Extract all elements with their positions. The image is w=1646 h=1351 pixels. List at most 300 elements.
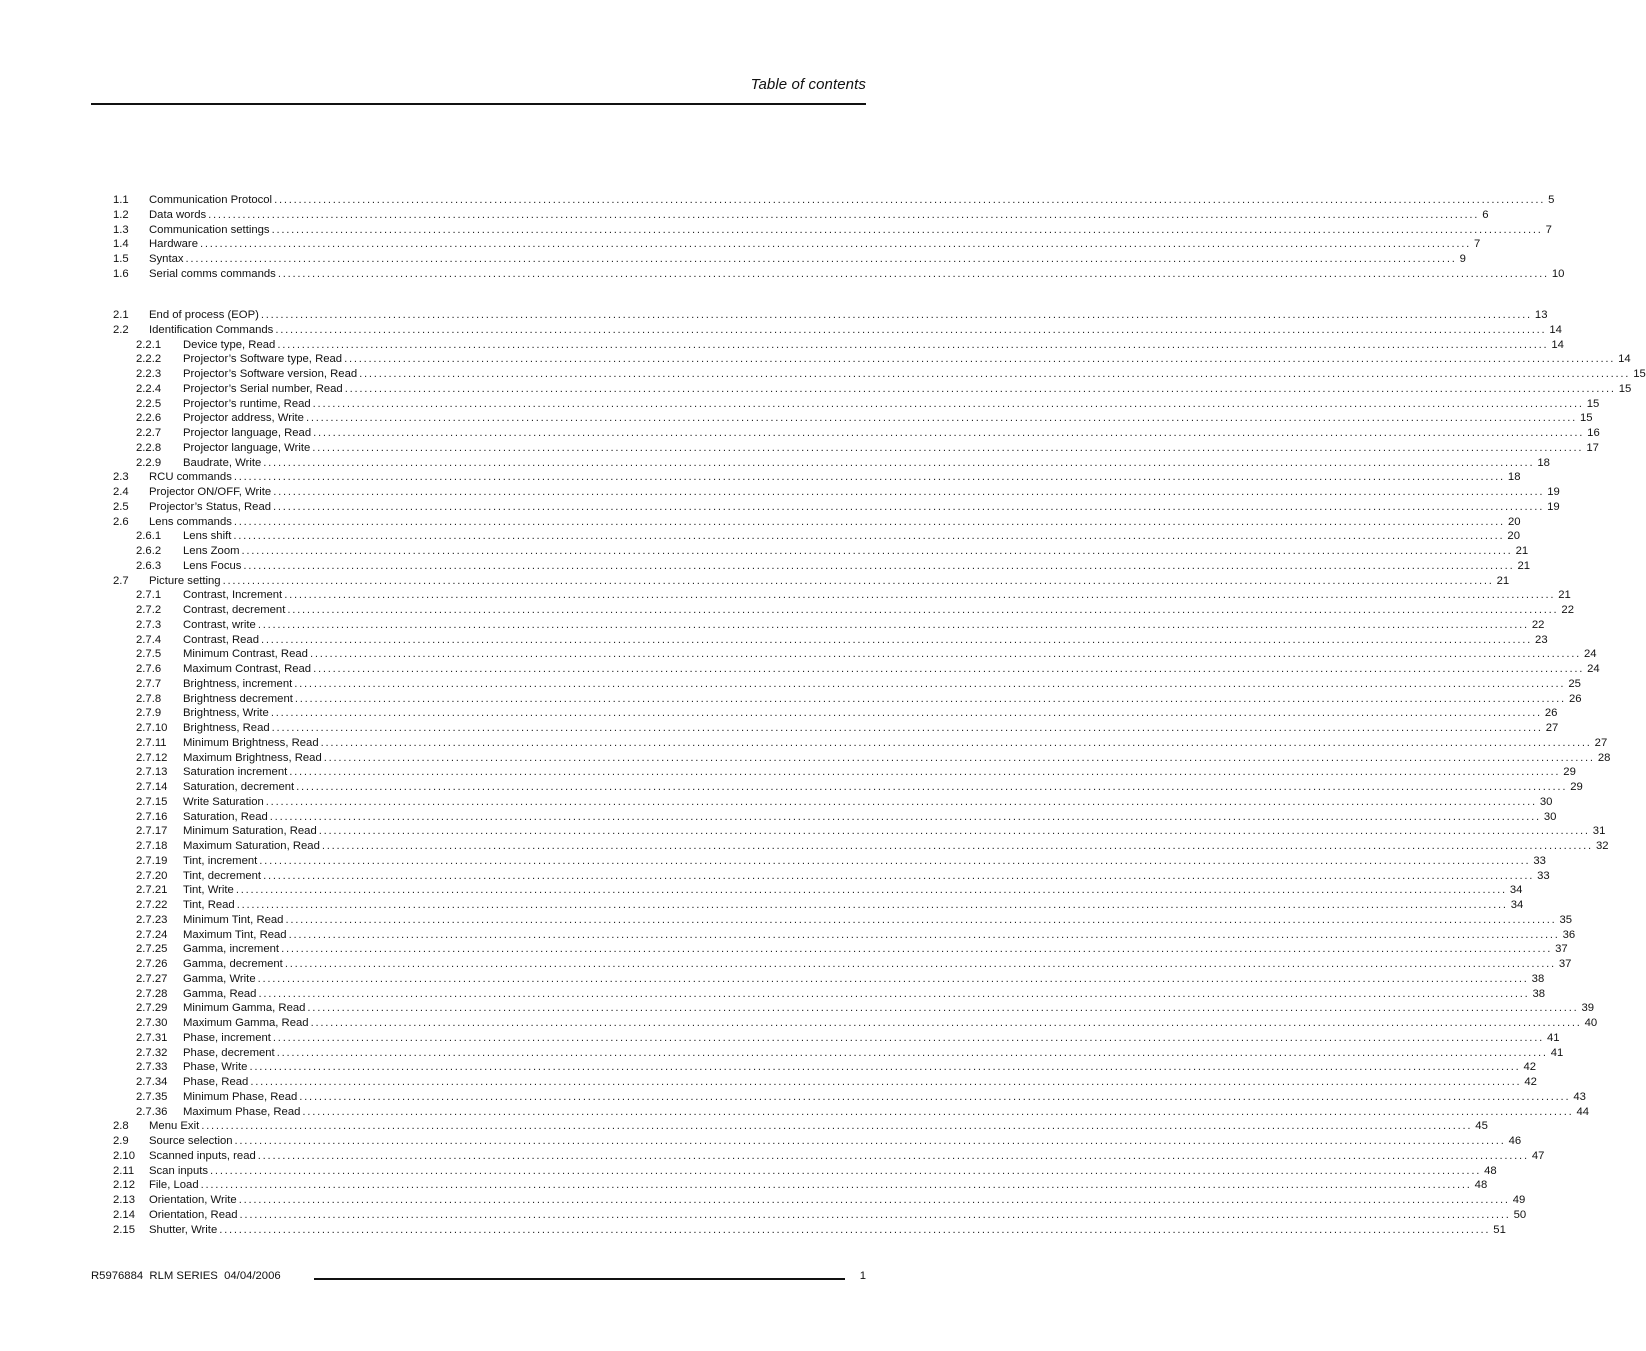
toc-entry-number: 2.7.9: [136, 707, 162, 720]
toc-entry-number: 2.7.8: [136, 692, 162, 705]
toc-entry-title: Minimum Saturation, Read: [183, 825, 317, 838]
toc-entry-page: 24: [1583, 648, 1597, 661]
page-footer: [91, 1268, 866, 1284]
toc-entry[interactable]: [113, 515, 1521, 530]
toc-entry-title: Brightness, Write: [183, 707, 269, 720]
toc-entry-title: Baudrate, Write: [183, 456, 262, 469]
toc-entry-page: 27: [1594, 736, 1608, 749]
toc-entry-page: 23: [1535, 633, 1548, 646]
toc-dot-leader: ....................................................................................................................................................................................................................................................................: [274, 194, 1546, 206]
toc-entry-page: 29: [1570, 781, 1583, 793]
toc-dot-leader: ....................................................................................................................................................................................................................................................................: [302, 1105, 1574, 1118]
toc-entry-title: Lens Zoom: [183, 545, 240, 557]
toc-entry[interactable]: [113, 1208, 1527, 1223]
toc-entry[interactable]: [113, 193, 1555, 208]
toc-entry-title: Brightness, increment: [183, 677, 293, 690]
toc-entry[interactable]: [113, 662, 1600, 677]
toc-entry-number: 1.4: [113, 238, 129, 251]
toc-entry-page: 30: [1543, 810, 1557, 823]
toc-entry-page: 20: [1507, 515, 1521, 528]
toc-entry-page: 15: [1618, 382, 1632, 395]
toc-entry-page: 35: [1559, 913, 1573, 926]
toc-entry[interactable]: [113, 677, 1581, 692]
toc-entry[interactable]: [113, 1164, 1497, 1179]
toc-dot-leader: ....................................................................................................................................................................................................................................................................: [272, 1031, 1544, 1044]
toc-entry-number: 2.8: [113, 1120, 129, 1133]
toc-dot-leader: ....................................................................................................................................................................................................................................................................: [275, 323, 1547, 336]
toc-entry-page: 42: [1524, 1076, 1537, 1088]
toc-entry[interactable]: [113, 972, 1545, 987]
toc-entry[interactable]: [113, 1046, 1564, 1061]
toc-entry-number: 2.10: [113, 1149, 135, 1162]
toc-entry-page: 22: [1531, 618, 1545, 631]
toc-entry-page: 40: [1584, 1017, 1598, 1029]
toc-entry[interactable]: [113, 603, 1574, 618]
toc-entry-number: 2.7.22: [136, 899, 168, 911]
toc-entry[interactable]: [113, 1178, 1488, 1193]
toc-entry[interactable]: [113, 367, 1646, 382]
toc-entry-title: Phase, decrement: [183, 1046, 275, 1059]
toc-entry[interactable]: [113, 323, 1562, 338]
toc-entry-title: Data words: [149, 208, 207, 221]
toc-entry[interactable]: [113, 706, 1558, 721]
toc-entry-title: Brightness, Read: [183, 722, 270, 734]
toc-entry-number: 2.2.5: [136, 397, 162, 410]
toc-entry-number: 2.7.32: [136, 1046, 168, 1059]
toc-entry[interactable]: [113, 1031, 1560, 1046]
toc-entry-page: 21: [1517, 559, 1531, 572]
toc-entry-page: 48: [1484, 1164, 1497, 1177]
toc-dot-leader: ....................................................................................................................................................................................................................................................................: [270, 707, 1542, 720]
toc-entry-page: 19: [1547, 500, 1560, 513]
toc-entry-number: 2.7.30: [136, 1017, 168, 1029]
toc-entry-number: 2.2.1: [136, 338, 162, 351]
toc-dot-leader: ....................................................................................................................................................................................................................................................................: [236, 899, 1508, 911]
toc-dot-leader: ....................................................................................................................................................................................................................................................................: [299, 1090, 1571, 1103]
toc-entry-number: 2.7.1: [136, 589, 162, 602]
toc-dot-leader: ....................................................................................................................................................................................................................................................................: [239, 1208, 1511, 1221]
toc-entry[interactable]: [113, 485, 1560, 500]
toc-entry[interactable]: [113, 751, 1611, 766]
toc-entry[interactable]: [113, 736, 1608, 751]
toc-entry-title: Saturation, decrement: [183, 781, 295, 793]
toc-dot-leader: ....................................................................................................................................................................................................................................................................: [258, 987, 1530, 1000]
toc-dot-leader: ....................................................................................................................................................................................................................................................................: [200, 1179, 1472, 1192]
toc-entry-number: 2.13: [113, 1194, 135, 1206]
toc-entry-number: 2.2.3: [136, 368, 162, 380]
toc-entry[interactable]: [113, 928, 1576, 943]
toc-dot-leader: ....................................................................................................................................................................................................................................................................: [241, 545, 1513, 557]
toc-entry-number: 2.7.12: [136, 751, 168, 764]
toc-entry[interactable]: [113, 1105, 1590, 1120]
toc-entry-page: 32: [1595, 840, 1609, 852]
toc-entry[interactable]: [113, 456, 1550, 471]
toc-entry-page: 51: [1493, 1223, 1506, 1236]
toc-entry-number: 2.7.17: [136, 825, 168, 838]
toc-entry-page: 25: [1568, 677, 1581, 690]
toc-entry-title: Gamma, decrement: [183, 958, 283, 970]
toc-entry-page: 48: [1474, 1179, 1488, 1192]
toc-dot-leader: ....................................................................................................................................................................................................................................................................: [305, 412, 1578, 425]
toc-entry-page: 18: [1507, 471, 1521, 484]
toc-entry[interactable]: [113, 500, 1560, 515]
toc-entry[interactable]: [113, 267, 1565, 282]
toc-entry-page: 14: [1618, 353, 1631, 366]
toc-entry-number: 2.6.1: [136, 530, 162, 543]
toc-entry-page: 29: [1563, 766, 1576, 779]
toc-dot-leader: ....................................................................................................................................................................................................................................................................: [277, 338, 1549, 351]
toc-entry-number: 2.7.16: [136, 810, 168, 823]
toc-entry-title: Communication settings: [149, 223, 270, 236]
toc-entry-page: 30: [1539, 795, 1553, 808]
toc-entry[interactable]: [113, 721, 1559, 736]
toc-entry-title: Gamma, Read: [183, 987, 257, 1000]
toc-entry-number: 2.7.15: [136, 795, 168, 808]
toc-entry-page: 15: [1580, 412, 1593, 425]
toc-entry-number: 2.7.35: [136, 1090, 168, 1103]
toc-dot-leader: ....................................................................................................................................................................................................................................................................: [344, 382, 1616, 395]
toc-dot-leader: ....................................................................................................................................................................................................................................................................: [320, 736, 1592, 749]
toc-entry-page: 41: [1546, 1031, 1560, 1044]
toc-entry[interactable]: [113, 1075, 1537, 1090]
toc-entry-page: 14: [1551, 338, 1564, 351]
toc-entry-number: 1.2: [113, 208, 129, 221]
toc-entry-title: Lens commands: [149, 515, 232, 528]
toc-entry-title: Projector ON/OFF, Write: [149, 486, 272, 498]
toc-dot-leader: ....................................................................................................................................................................................................................................................................: [235, 884, 1507, 897]
toc-entry-number: 2.2.7: [136, 427, 162, 439]
toc-entry[interactable]: [113, 529, 1520, 544]
toc-entry-title: Hardware: [149, 238, 198, 251]
toc-entry-page: 26: [1544, 707, 1558, 720]
toc-dot-leader: ....................................................................................................................................................................................................................................................................: [234, 1135, 1506, 1147]
toc-dot-leader: ....................................................................................................................................................................................................................................................................: [269, 810, 1541, 823]
toc-entry-number: 2.15: [113, 1223, 135, 1236]
toc-entry-title: Gamma, increment: [183, 943, 280, 956]
toc-entry-page: 47: [1531, 1149, 1545, 1162]
toc-entry-number: 2.2.6: [136, 412, 162, 425]
toc-entry-page: 41: [1550, 1046, 1564, 1059]
toc-dot-leader: ....................................................................................................................................................................................................................................................................: [344, 353, 1616, 366]
toc-entry-title: Contrast, write: [183, 618, 256, 631]
toc-dot-leader: ....................................................................................................................................................................................................................................................................: [288, 928, 1560, 941]
toc-entry-number: 2.7.11: [136, 736, 167, 749]
toc-dot-leader: ....................................................................................................................................................................................................................................................................: [243, 559, 1515, 572]
toc-entry-page: 34: [1510, 899, 1524, 911]
toc-entry[interactable]: [113, 1223, 1506, 1238]
toc-entry-title: Contrast, Read: [183, 633, 259, 646]
toc-entry[interactable]: [113, 441, 1599, 456]
toc-entry-title: Maximum Saturation, Read: [183, 840, 320, 852]
toc-dot-leader: ....................................................................................................................................................................................................................................................................: [199, 238, 1472, 251]
toc-entry-title: Tint, Write: [183, 884, 234, 897]
toc-entry-title: Serial comms commands: [149, 267, 276, 280]
toc-entry[interactable]: [113, 1060, 1537, 1075]
toc-entry-page: 37: [1558, 958, 1572, 970]
toc-entry[interactable]: [113, 1016, 1598, 1031]
toc-dot-leader: ....................................................................................................................................................................................................................................................................: [285, 913, 1557, 926]
toc-entry-title: Communication Protocol: [149, 194, 273, 206]
toc-entry[interactable]: [113, 765, 1576, 780]
toc-entry-number: 2.2.4: [136, 382, 162, 395]
toc-entry-title: Minimum Tint, Read: [183, 913, 284, 926]
toc-dot-leader: ....................................................................................................................................................................................................................................................................: [233, 515, 1505, 528]
toc-entry[interactable]: [113, 470, 1521, 485]
toc-dot-leader: ....................................................................................................................................................................................................................................................................: [273, 500, 1545, 513]
toc-dot-leader: ....................................................................................................................................................................................................................................................................: [313, 663, 1585, 675]
toc-entry-page: 38: [1532, 987, 1546, 1000]
toc-entry-number: 2.7.6: [136, 663, 162, 675]
toc-entry[interactable]: [113, 338, 1564, 353]
toc-entry[interactable]: [113, 544, 1529, 559]
toc-entry-number: 2.2.9: [136, 456, 162, 469]
toc-entry-title: Maximum Phase, Read: [183, 1105, 301, 1118]
toc-dot-leader: ....................................................................................................................................................................................................................................................................: [257, 618, 1529, 631]
toc-entry[interactable]: [113, 308, 1548, 323]
toc-entry-title: Identification Commands: [149, 323, 274, 336]
toc-entry[interactable]: [113, 810, 1557, 825]
toc-entry-page: 27: [1545, 722, 1559, 734]
toc-entry[interactable]: [113, 898, 1524, 913]
toc-entry-number: 2.7.21: [136, 884, 168, 897]
toc-entry-page: 26: [1568, 692, 1582, 705]
toc-entry-title: Syntax: [149, 253, 184, 265]
toc-entry[interactable]: [113, 869, 1550, 884]
toc-entry-number: 2.5: [113, 500, 129, 513]
toc-entry-number: 2.7.36: [136, 1105, 168, 1118]
toc-dot-leader: ....................................................................................................................................................................................................................................................................: [271, 223, 1543, 236]
toc-entry-number: 2.14: [113, 1208, 135, 1221]
toc-entry-number: 1.5: [113, 253, 129, 265]
toc-entry-number: 2.7.7: [136, 677, 162, 690]
toc-entry[interactable]: [113, 913, 1573, 928]
toc-entry[interactable]: [113, 559, 1531, 574]
toc-entry-title: Source selection: [149, 1135, 233, 1147]
toc-entry-number: 2.12: [113, 1179, 135, 1192]
toc-dot-leader: ....................................................................................................................................................................................................................................................................: [296, 781, 1568, 793]
toc-dot-leader: ....................................................................................................................................................................................................................................................................: [312, 397, 1584, 410]
toc-entry-title: Device type, Read: [183, 338, 276, 351]
toc-entry-title: Tint, increment: [183, 854, 258, 867]
toc-dot-leader: ....................................................................................................................................................................................................................................................................: [276, 1046, 1548, 1059]
toc-entry-title: Phase, increment: [183, 1031, 271, 1044]
toc-entry-number: 2.9: [113, 1135, 129, 1147]
toc-entry[interactable]: [113, 839, 1609, 854]
toc-dot-leader: ....................................................................................................................................................................................................................................................................: [312, 441, 1584, 454]
toc-entry[interactable]: [113, 647, 1597, 662]
toc-entry-page: 37: [1555, 943, 1568, 956]
toc-entry-page: 21: [1515, 545, 1529, 557]
toc-entry[interactable]: [113, 854, 1546, 869]
toc-entry[interactable]: [113, 1134, 1522, 1149]
toc-entry[interactable]: [113, 352, 1631, 367]
toc-dot-leader: ....................................................................................................................................................................................................................................................................: [208, 208, 1480, 221]
toc-entry-number: 2.6.2: [136, 545, 162, 557]
toc-dot-leader: ....................................................................................................................................................................................................................................................................: [201, 1120, 1473, 1133]
toc-entry-number: 2.7.13: [136, 766, 168, 779]
toc-entry-page: 21: [1558, 589, 1571, 602]
toc-entry-number: 2.3: [113, 471, 129, 484]
document-info: R5976884 RLM SERIES 04/04/2006: [91, 1270, 281, 1282]
toc-entry-title: Contrast, Increment: [183, 589, 283, 602]
toc-dot-leader: ....................................................................................................................................................................................................................................................................: [257, 972, 1529, 985]
toc-entry-title: Minimum Gamma, Read: [183, 1002, 306, 1015]
toc-dot-leader: ....................................................................................................................................................................................................................................................................: [284, 589, 1556, 602]
toc-entry-number: 2.7.20: [136, 869, 168, 882]
toc-entry[interactable]: [113, 618, 1545, 633]
toc-entry-number: 2.7.19: [136, 854, 168, 867]
toc-dot-leader: ....................................................................................................................................................................................................................................................................: [287, 604, 1559, 616]
toc-section: [113, 308, 1646, 1237]
toc-entry-number: 2.7.29: [136, 1002, 168, 1015]
toc-entry-page: 39: [1581, 1002, 1595, 1015]
toc-entry[interactable]: [113, 1119, 1488, 1134]
toc-entry[interactable]: [113, 397, 1600, 412]
toc-dot-leader: ....................................................................................................................................................................................................................................................................: [260, 309, 1532, 321]
toc-entry[interactable]: [113, 252, 1466, 267]
toc-dot-leader: ....................................................................................................................................................................................................................................................................: [263, 456, 1535, 469]
toc-entry-number: 2.2.2: [136, 353, 162, 366]
toc-entry-title: Projector language, Read: [183, 427, 312, 439]
toc-entry-title: Saturation increment: [183, 766, 288, 779]
toc-entry-title: Menu Exit: [149, 1120, 200, 1133]
toc-entry[interactable]: [113, 795, 1553, 810]
toc-entry-number: 2.7.34: [136, 1076, 168, 1088]
toc-dot-leader: ....................................................................................................................................................................................................................................................................: [310, 1017, 1582, 1029]
toc-entry-page: 31: [1592, 825, 1606, 838]
toc-entry[interactable]: [113, 957, 1572, 972]
toc-entry-page: 24: [1587, 663, 1600, 675]
toc-entry-title: Picture setting: [149, 574, 221, 587]
toc-dot-leader: ....................................................................................................................................................................................................................................................................: [318, 825, 1590, 838]
toc-entry-page: 18: [1537, 456, 1550, 469]
toc-entry[interactable]: [113, 1090, 1586, 1105]
toc-entry[interactable]: [113, 824, 1606, 839]
toc-entry-page: 9: [1459, 253, 1466, 265]
toc-dot-leader: ....................................................................................................................................................................................................................................................................: [210, 1164, 1482, 1177]
toc-entry-page: 50: [1513, 1208, 1527, 1221]
toc-dot-leader: ....................................................................................................................................................................................................................................................................: [313, 427, 1585, 439]
toc-entry-title: Projector’s Serial number, Read: [183, 382, 343, 395]
toc-entry[interactable]: [113, 692, 1582, 707]
toc-entry-number: 2.1: [113, 309, 129, 321]
toc-dot-leader: ....................................................................................................................................................................................................................................................................: [309, 648, 1581, 661]
toc-entry[interactable]: [113, 411, 1593, 426]
toc-entry-title: RCU commands: [149, 471, 232, 484]
toc-entry-title: Phase, Read: [183, 1076, 249, 1088]
footer-rule: [314, 1278, 845, 1280]
toc-entry[interactable]: [113, 208, 1489, 223]
toc-entry[interactable]: [113, 780, 1583, 795]
toc-dot-leader: ....................................................................................................................................................................................................................................................................: [281, 943, 1553, 956]
toc-entry[interactable]: [113, 1001, 1595, 1016]
toc-dot-leader: ....................................................................................................................................................................................................................................................................: [307, 1002, 1579, 1015]
toc-dot-leader: ....................................................................................................................................................................................................................................................................: [222, 574, 1494, 587]
toc-entry-page: 42: [1523, 1061, 1537, 1074]
toc-entry-title: Projector address, Write: [183, 412, 304, 425]
toc-entry-title: Tint, decrement: [183, 869, 262, 882]
toc-entry[interactable]: [113, 633, 1548, 648]
toc-entry[interactable]: [113, 426, 1600, 441]
toc-entry-page: 33: [1533, 854, 1546, 867]
toc-entry-title: Projector’s Software type, Read: [183, 353, 343, 366]
toc-section: [113, 193, 1565, 282]
toc-entry-page: 16: [1587, 427, 1600, 439]
toc-entry-number: 2.6.3: [136, 559, 162, 572]
toc-entry-number: 2.7: [113, 574, 129, 587]
toc-entry-title: Minimum Brightness, Read: [183, 736, 319, 749]
toc-entry-page: 49: [1512, 1194, 1526, 1206]
toc-entry-title: Contrast, decrement: [183, 604, 286, 616]
toc-entry-title: Saturation, Read: [183, 810, 268, 823]
toc-entry-title: Shutter, Write: [149, 1223, 218, 1236]
toc-entry-number: 2.2.8: [136, 441, 162, 454]
toc-dot-leader: ....................................................................................................................................................................................................................................................................: [257, 1149, 1529, 1162]
toc-entry-title: Maximum Tint, Read: [183, 928, 287, 941]
toc-entry-page: 6: [1482, 208, 1489, 221]
toc-entry-number: 2.7.4: [136, 633, 162, 646]
toc-entry[interactable]: [113, 883, 1523, 898]
toc-dot-leader: ....................................................................................................................................................................................................................................................................: [263, 869, 1535, 882]
toc-entry-title: Projector language, Write: [183, 441, 311, 454]
toc-entry-title: Projector’s Status, Read: [149, 500, 272, 513]
page-number: 1: [859, 1270, 866, 1282]
toc-entry[interactable]: [113, 574, 1510, 589]
toc-dot-leader: ....................................................................................................................................................................................................................................................................: [250, 1076, 1522, 1088]
toc-entry-page: 7: [1474, 238, 1481, 251]
toc-entry-number: 2.7.28: [136, 987, 168, 1000]
toc-entry[interactable]: [113, 588, 1571, 603]
toc-entry-title: Lens shift: [183, 530, 232, 543]
toc-entry[interactable]: [113, 1193, 1526, 1208]
toc-entry-number: 2.7.25: [136, 943, 168, 956]
toc-entry[interactable]: [113, 223, 1552, 238]
toc-entry[interactable]: [113, 987, 1546, 1002]
toc-entry-number: 2.7.2: [136, 604, 162, 616]
toc-entry-title: Phase, Write: [183, 1061, 248, 1074]
toc-entry-title: Minimum Contrast, Read: [183, 648, 308, 661]
toc-entry-page: 38: [1531, 972, 1545, 985]
toc-entry[interactable]: [113, 382, 1632, 397]
toc-entry-number: 1.6: [113, 267, 129, 280]
toc-entry-title: Maximum Brightness, Read: [183, 751, 322, 764]
toc-dot-leader: ....................................................................................................................................................................................................................................................................: [233, 530, 1505, 543]
toc-entry[interactable]: [113, 1149, 1545, 1164]
toc-dot-leader: ....................................................................................................................................................................................................................................................................: [294, 692, 1566, 705]
toc-entry-number: 2.7.27: [136, 972, 168, 985]
toc-entry[interactable]: [113, 942, 1568, 957]
toc-dot-leader: ....................................................................................................................................................................................................................................................................: [238, 1194, 1510, 1206]
toc-dot-leader: ....................................................................................................................................................................................................................................................................: [185, 253, 1457, 265]
toc-entry-number: 1.3: [113, 223, 129, 236]
toc-entry-title: Write Saturation: [183, 795, 264, 808]
toc-dot-leader: ....................................................................................................................................................................................................................................................................: [277, 267, 1549, 280]
toc-dot-leader: ....................................................................................................................................................................................................................................................................: [265, 795, 1537, 808]
toc-entry[interactable]: [113, 237, 1481, 252]
page-title: Table of contents: [750, 76, 866, 93]
toc-entry-number: 2.7.3: [136, 618, 162, 631]
toc-entry-page: 28: [1597, 751, 1611, 764]
toc-entry-title: Orientation, Write: [149, 1194, 237, 1206]
toc-entry-number: 2.7.10: [136, 722, 168, 734]
toc-entry-title: Minimum Phase, Read: [183, 1090, 298, 1103]
toc-dot-leader: ....................................................................................................................................................................................................................................................................: [294, 677, 1566, 690]
toc-entry-page: 15: [1633, 368, 1646, 380]
toc-entry-number: 2.7.23: [136, 913, 168, 926]
toc-entry-page: 17: [1586, 441, 1599, 454]
toc-entry-page: 19: [1547, 486, 1560, 498]
toc-entry-title: End of process (EOP): [149, 309, 259, 321]
